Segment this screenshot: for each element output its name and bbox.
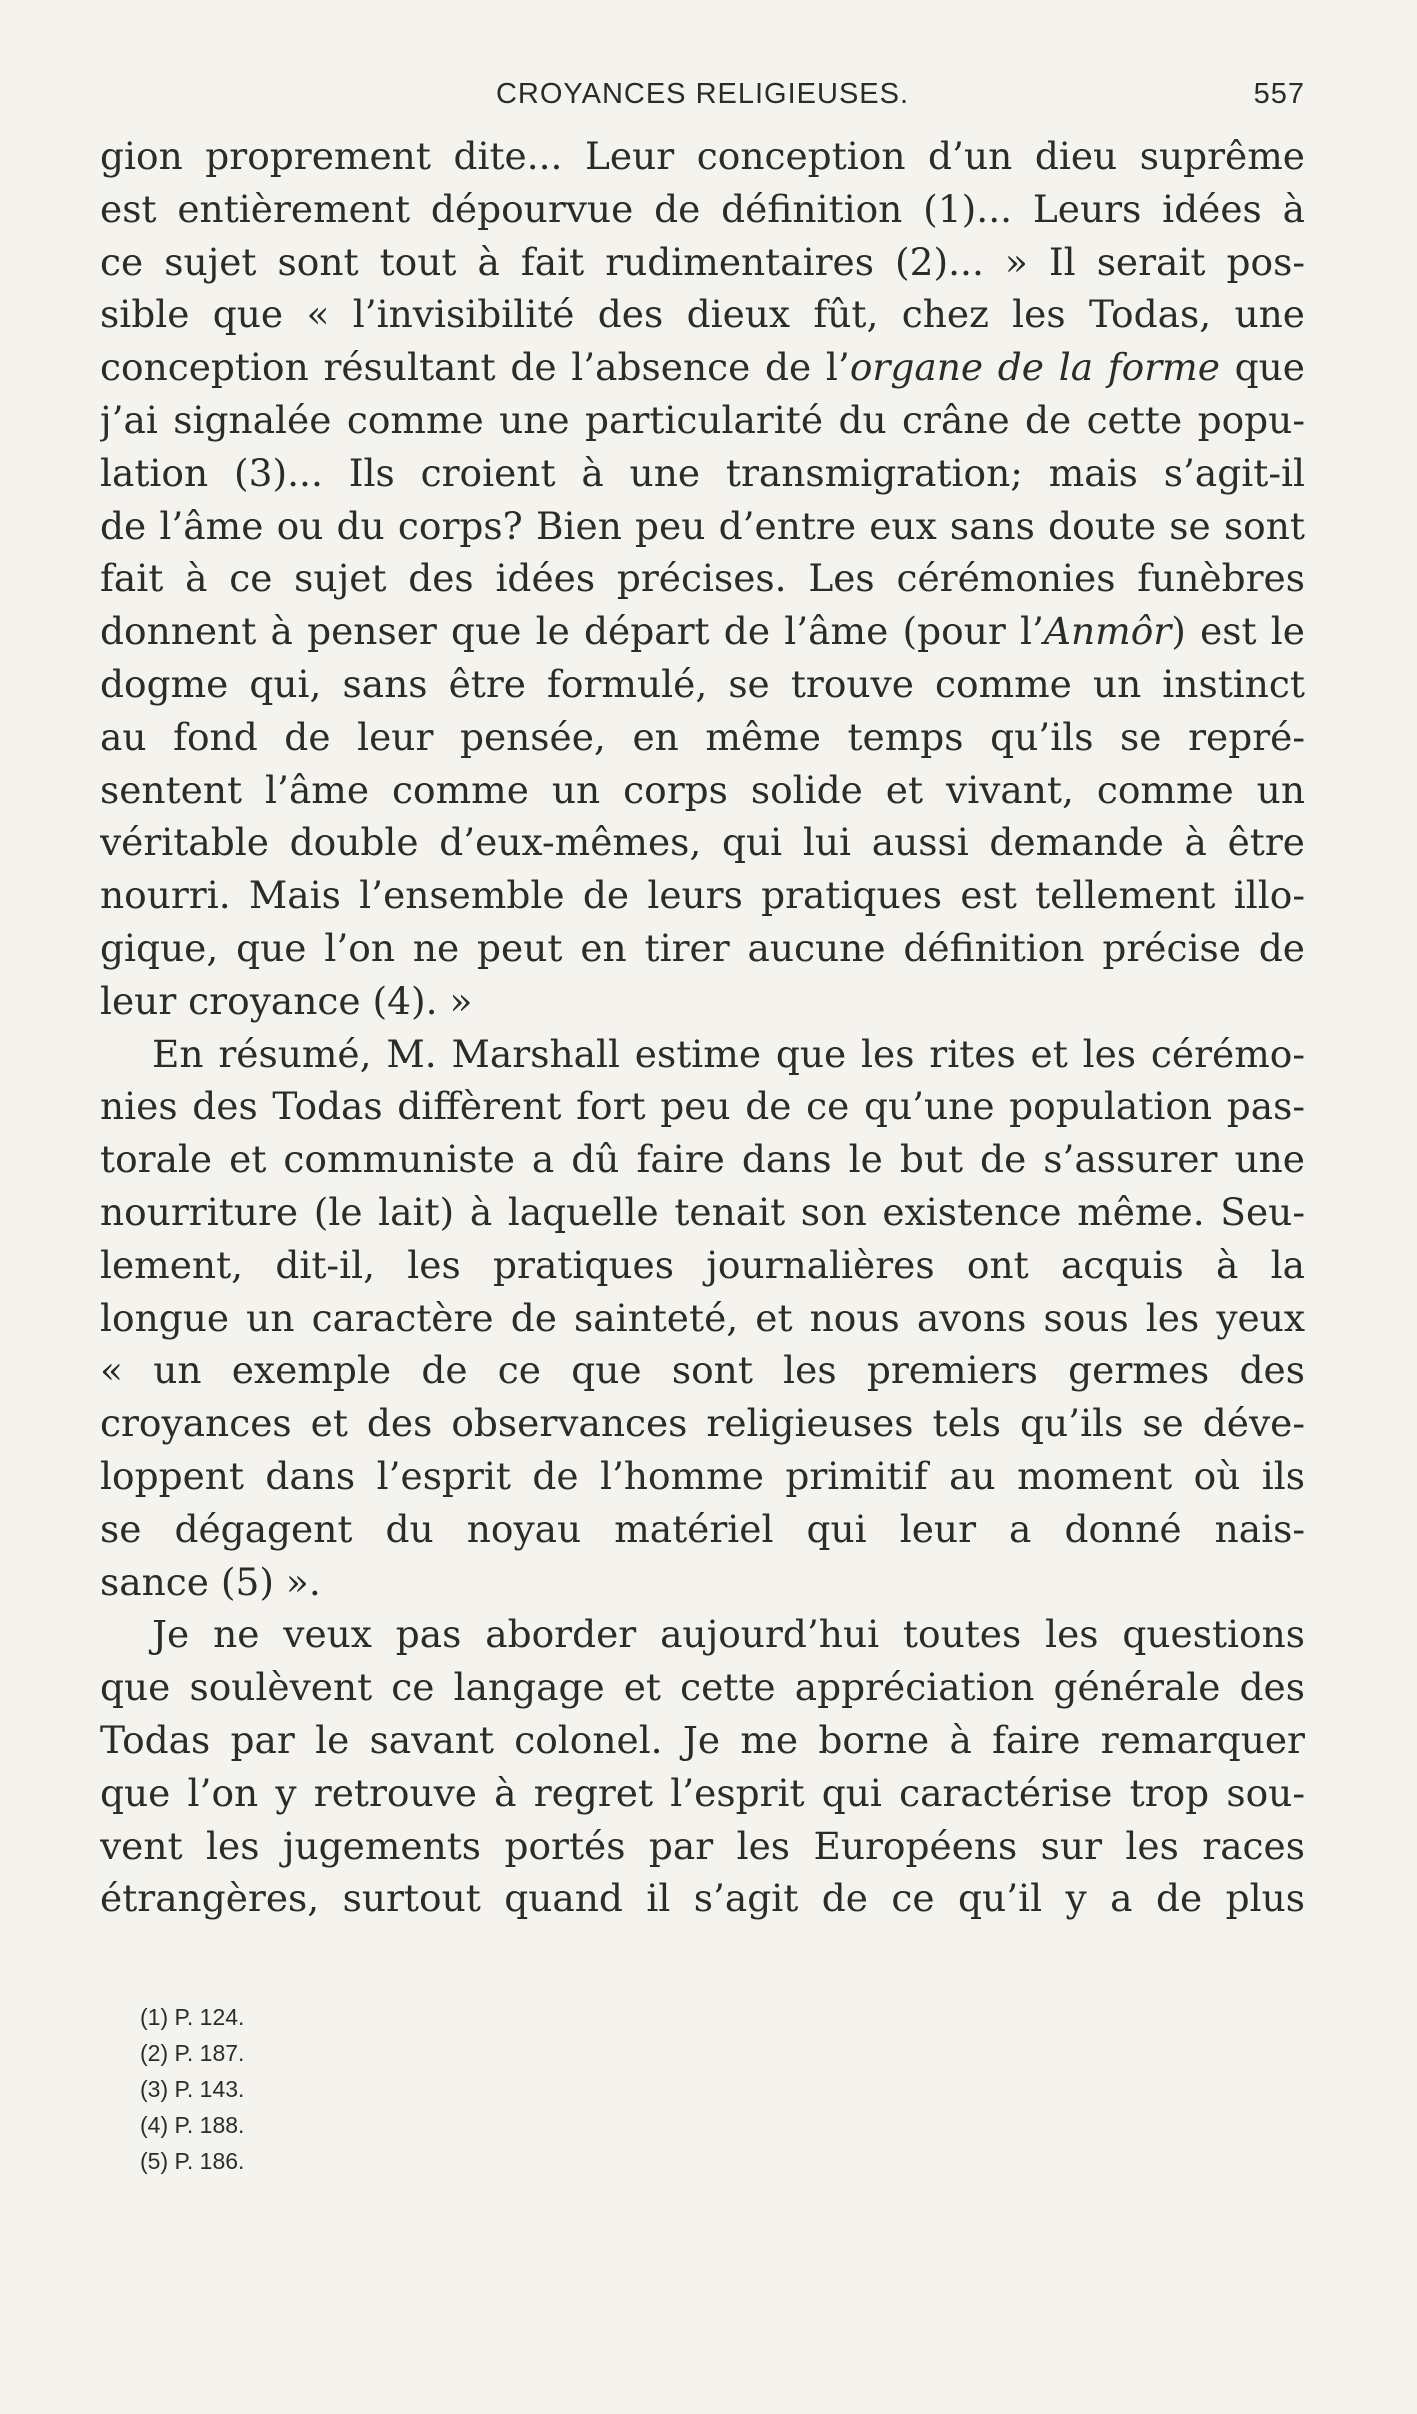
text-line: nourriture (le lait) à laquelle tenait son existence même. Seu- [100,1189,1305,1234]
footnotes [140,1999,244,2179]
text-line: longue un caractère de sainteté, et nous avons sous les yeux [100,1295,1305,1340]
text-line: de l’âme ou du corps? Bien peu d’entre eux sans doute se sont [100,503,1305,548]
footnote: (2) P. 187. [140,2040,245,2066]
text-line: torale et communiste a dû faire dans le but de s’assurer une [100,1137,1305,1182]
text-line: ce sujet sont tout à fait rudimentaires (2)... » Il serait pos- [100,239,1305,284]
text-line: sance (5) ». [100,1559,321,1604]
text-line: nies des Todas diffèrent fort peu de ce qu’une population pas- [100,1084,1305,1129]
text-line: est entièrement dépourvue de définition (1)... Leurs idées à [100,186,1305,231]
text-segment: donnent à penser que le départ de l’âme (pour l’ [100,609,1044,654]
text-line: vent les jugements portés par les Européens sur les races [100,1823,1305,1868]
footnote: (5) P. 186. [140,2148,245,2174]
italic-term: organe de la forme [849,345,1220,390]
text-line: Je ne veux pas aborder aujourd’hui toutes les questions [152,1612,1305,1657]
text-line: que soulèvent ce langage et cette appréciation générale des [100,1665,1305,1710]
text-line: nourri. Mais l’ensemble de leurs pratiques est tellement illo- [100,873,1305,918]
page-number: 557 [1253,78,1305,110]
text-line [100,605,1305,658]
text-line: lement, dit-il, les pratiques journalières ont acquis à la [100,1242,1305,1287]
italic-term: Anmôr [1043,609,1172,654]
text-line: loppent dans l’esprit de l’homme primitif au moment où ils [100,1453,1305,1498]
text-line: que l’on y retrouve à regret l’esprit qui caractérise trop sou- [100,1770,1305,1815]
text-line: gion proprement dite... Leur conception d’un dieu suprême [100,134,1305,178]
text-segment: que [1219,345,1305,390]
footnote: (1) P. 124. [140,2004,245,2030]
text-line: leur croyance (4). » [100,978,473,1023]
text-line: « un exemple de ce que sont les premiers germes des [100,1348,1305,1393]
text-line: dogme qui, sans être formulé, se trouve comme un instinct [100,661,1305,706]
text-line: véritable double d’eux-mêmes, qui lui aussi demande à être [100,820,1305,865]
text-line: Todas par le savant colonel. Je me borne à faire remarquer [100,1717,1305,1762]
text-line: étrangères, surtout quand il s’agit de ce qu’il y a de plus [100,1876,1305,1921]
text-line [100,341,1305,394]
text-line: sentent l’âme comme un corps solide et vivant, comme un [100,767,1305,812]
text-line: lation (3)... Ils croient à une transmigration; mais s’agit-il [100,450,1305,495]
text-segment: ) est le [1171,609,1305,654]
text-line: croyances et des observances religieuses tels qu’ils se déve- [100,1401,1305,1446]
text-line: sible que « l’invisibilité des dieux fût, chez les Todas, une [100,292,1305,337]
text-line: fait à ce sujet des idées précises. Les cérémonies funèbres [100,556,1305,601]
footnote: (3) P. 143. [140,2076,245,2102]
body-text [100,130,1305,1925]
footnote: (4) P. 188. [140,2112,245,2138]
running-header [100,78,1305,122]
text-line: En résumé, M. Marshall estime que les rites et les cérémo- [152,1031,1305,1076]
text-line: au fond de leur pensée, en même temps qu’ils se repré- [100,714,1305,759]
text-segment: conception résultant de l’absence de l’ [100,345,850,390]
running-title: CROYANCES RELIGIEUSES. [495,78,910,110]
text-line: gique, que l’on ne peut en tirer aucune définition précise de [100,925,1305,970]
text-line: j’ai signalée comme une particularité du crâne de cette popu- [100,397,1305,442]
text-line: se dégagent du noyau matériel qui leur a donné nais- [100,1506,1305,1551]
